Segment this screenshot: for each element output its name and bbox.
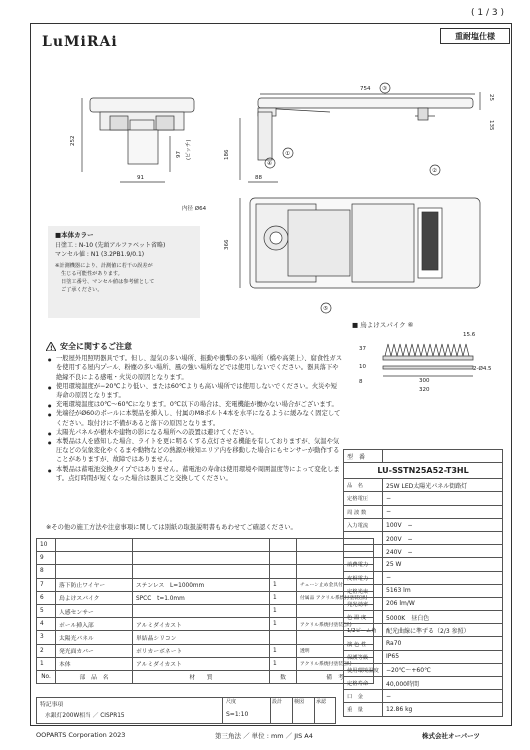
spec-key bbox=[344, 531, 383, 544]
svg-text:!: ! bbox=[50, 345, 53, 352]
dim-88: 88 bbox=[255, 175, 262, 181]
cell-no: 5 bbox=[37, 604, 56, 617]
dim-phi: 2-Ø4.5 bbox=[473, 366, 492, 372]
spec-value: − bbox=[383, 492, 503, 505]
special-value: 水銀灯200W相当 ／ CISPR15 bbox=[45, 713, 125, 719]
spec-row bbox=[344, 611, 503, 624]
cell-name: 落下防止ワイヤー bbox=[56, 578, 133, 591]
cell-name: 人感センサー bbox=[56, 604, 133, 617]
dim-186: 186 bbox=[224, 149, 230, 160]
spec-value: − bbox=[383, 571, 503, 584]
cell-no: 8 bbox=[37, 565, 56, 578]
header-note: 備 考 bbox=[297, 670, 374, 683]
spec-value: 12.86 kg bbox=[383, 703, 503, 716]
scale-cell bbox=[222, 697, 270, 724]
spec-row bbox=[344, 677, 503, 690]
cell-qty: 1 bbox=[270, 591, 297, 604]
special-label: 特記事項 bbox=[40, 702, 64, 708]
dim-300: 300 bbox=[419, 378, 430, 384]
scale-value: S=1:10 bbox=[226, 711, 249, 718]
cell-note: 透明 bbox=[297, 644, 374, 657]
spec-value: 100V − bbox=[383, 518, 503, 531]
spec-value: IP65 bbox=[383, 650, 503, 663]
spec-value: −20℃〜+60℃ bbox=[383, 663, 503, 676]
spec-row bbox=[344, 597, 503, 610]
cell-no: 2 bbox=[37, 644, 56, 657]
cell-mat: アルミダイカスト bbox=[133, 618, 270, 631]
spec-value: − bbox=[383, 690, 503, 703]
brand-logo: LuMiRAi bbox=[42, 34, 118, 50]
footer-method: 第三角法 ／ 単位 : mm ／ JIS A4 bbox=[215, 732, 313, 740]
color-note-4: ご了承ください。 bbox=[61, 286, 103, 293]
cell-name: ポール挿入部 bbox=[56, 618, 133, 631]
dim-366: 366 bbox=[224, 239, 230, 250]
spec-key: 皮相電力 bbox=[344, 571, 383, 584]
cell-mat bbox=[133, 552, 270, 565]
dim-97: 97 bbox=[176, 151, 182, 158]
table-header-row bbox=[37, 670, 374, 683]
footer-company-jp: 株式会社オーパーツ bbox=[422, 732, 480, 740]
cell-qty bbox=[270, 565, 297, 578]
cell-qty bbox=[270, 631, 297, 644]
dim-inner: 内径 Ø64 bbox=[182, 206, 207, 212]
table-row bbox=[37, 631, 374, 644]
spec-key: 周 波 数 bbox=[344, 505, 383, 518]
color-line-1: 日塗工 : N-10 (先頭アルファベット省略) bbox=[55, 241, 166, 249]
cell-no: 4 bbox=[37, 618, 56, 631]
dim-754: 754 bbox=[360, 86, 371, 92]
cell-qty bbox=[270, 539, 297, 552]
safety-title: 安全に関するご注意 bbox=[60, 342, 132, 351]
approval-cells bbox=[270, 697, 336, 724]
cell-note: アクリル系焼付塗装(黒) bbox=[297, 657, 374, 670]
header-mat: 材 質 bbox=[133, 670, 270, 683]
spec-row bbox=[344, 545, 503, 558]
dim-8: 8 bbox=[359, 379, 363, 385]
spec-row bbox=[344, 637, 503, 650]
spec-key: 定格寿命 bbox=[344, 677, 383, 690]
table-row bbox=[37, 552, 374, 565]
spec-key: 重 量 bbox=[344, 703, 383, 716]
cell-name: 太陽光パネル bbox=[56, 631, 133, 644]
color-line-2: マンセル値 : N1 (3.2PB1.9/0.1) bbox=[55, 251, 145, 258]
color-note-1: ※計測機器により、計測値に若干の誤差が bbox=[55, 262, 153, 269]
cell-name: 発光面カバー bbox=[56, 644, 133, 657]
cell-name: 本体 bbox=[56, 657, 133, 670]
spec-key: 定格光束 bbox=[344, 584, 383, 597]
table-row bbox=[37, 618, 374, 631]
spec-value: 25W LED太陽光パネル街路灯 bbox=[383, 479, 503, 492]
cell-qty bbox=[270, 552, 297, 565]
cell-name: 鳥よけスパイク bbox=[56, 591, 133, 604]
spec-type-label: 重耐塩仕様 bbox=[440, 28, 510, 44]
table-row bbox=[37, 604, 374, 617]
bird-spike-label: ■ 鳥よけスパイク ⑥ bbox=[352, 321, 414, 329]
footer-company-en: OOPARTS Corporation 2023 bbox=[36, 731, 126, 739]
safety-notes bbox=[46, 342, 342, 483]
warning-icon bbox=[46, 342, 56, 351]
spec-key: 口 金 bbox=[344, 690, 383, 703]
spec-row bbox=[344, 650, 503, 663]
spec-value: 25 W bbox=[383, 558, 503, 571]
dim-25: 25 bbox=[488, 94, 494, 101]
spec-value: 40,000時間 bbox=[383, 677, 503, 690]
spec-row bbox=[344, 663, 503, 676]
cell-qty: 1 bbox=[270, 618, 297, 631]
safety-item: ● 本製品は蓄電池交換タイプではありません。蓄電池の寿命は使用環境や周囲温度等によって変化します。点灯時間が短くなった場合は器具ごと交換してください。 bbox=[56, 465, 342, 483]
color-note-3: 日塗工番号、マンセル値は参考値として bbox=[61, 278, 155, 285]
spec-row bbox=[344, 690, 503, 703]
cell-note: チェーン止め金具付 bbox=[297, 578, 374, 591]
spec-value: 240V − bbox=[383, 545, 503, 558]
cell-no: 9 bbox=[37, 552, 56, 565]
cell-mat bbox=[133, 539, 270, 552]
cell-qty: 1 bbox=[270, 657, 297, 670]
spec-row bbox=[344, 531, 503, 544]
header-no: No. bbox=[37, 670, 56, 683]
spec-key: 使用環境温度 bbox=[344, 663, 383, 676]
cell-note: 付属品 アクリル系焼付塗装(黒) bbox=[297, 591, 374, 604]
callout-2: ② bbox=[432, 168, 437, 174]
dim-320: 320 bbox=[419, 387, 430, 393]
table-row bbox=[37, 657, 374, 670]
scale-label: 尺度 bbox=[226, 699, 237, 705]
spec-row bbox=[344, 492, 503, 505]
dim-15-6: 15.6 bbox=[463, 332, 476, 338]
callout-5: ⑤ bbox=[323, 306, 328, 312]
header-qty: 数 bbox=[270, 670, 297, 683]
safety-footnote: ※その他の施工方法や注意事項に関しては別紙の取扱説明書もあわせてご確認ください。 bbox=[46, 524, 297, 531]
spec-row bbox=[344, 624, 503, 637]
cell-no: 10 bbox=[37, 539, 56, 552]
model-number: LU-SSTN25A52-T3HL bbox=[344, 463, 503, 479]
check-label: 検図 bbox=[292, 697, 314, 724]
cell-mat bbox=[133, 604, 270, 617]
spec-value: − bbox=[383, 505, 503, 518]
cell-mat: ステンレス L=1000mm bbox=[133, 578, 270, 591]
spec-key: 1/2ビーム角 bbox=[344, 624, 383, 637]
dim-pitch: (ピッチ) bbox=[186, 139, 192, 160]
cell-qty: 1 bbox=[270, 604, 297, 617]
safety-item: ● 本製品は人を感知した場合、ライトを更に明るくする点灯させる機能を有しておりますが、気温や気圧などの気象変化やくるまや動物などの熱源が検知エリア内を移動した場合にもセンサーが動作することがありますが、故障ではありません。 bbox=[56, 437, 342, 465]
spec-key: 定格電圧 bbox=[344, 492, 383, 505]
color-info-box bbox=[48, 226, 200, 318]
model-label: 型 番 bbox=[344, 450, 383, 463]
spec-key: 発光効率 bbox=[344, 597, 383, 610]
safety-item: ● 充電環境温度は0℃〜60℃になります。0℃以下の場合は、充電機能が働かない場合がございます。 bbox=[56, 400, 342, 409]
safety-item: ● 太陽光パネルが樹木や建物の影になる場所への設置は避けてください。 bbox=[56, 428, 342, 437]
safety-item: ● 先端径がØ60のポールに本製品を挿入し、付属のM8ボルト4本を水平になるように緩みなく固定してください。取付けに不備があると落下の原因となります。 bbox=[56, 409, 342, 427]
header-name: 部 品 名 bbox=[56, 670, 133, 683]
cell-mat bbox=[133, 565, 270, 578]
spec-key: 入力電流 bbox=[344, 518, 383, 531]
cell-no: 7 bbox=[37, 578, 56, 591]
spec-value: 配光曲線に準ずる（2/3 参照） bbox=[383, 624, 503, 637]
dim-91: 91 bbox=[137, 175, 144, 181]
spec-key: 演 色 性 bbox=[344, 637, 383, 650]
cell-note: アクリル系焼付塗装(黒) bbox=[297, 618, 374, 631]
cell-qty: 1 bbox=[270, 644, 297, 657]
safety-item: ● 一般屋外用照明器具です。但し、湿気の多い場所、振動や衝撃の多い場所（橋や高架上）、腐食性ガスを使用する屋内プール、粉塵の多い場所、風の強い場所などでは使用しないでください。器具落下や絶縁不良による感電・火災の原因となります。 bbox=[56, 354, 342, 382]
cell-mat: 単結晶シリコン bbox=[133, 631, 270, 644]
cell-mat: SPCC t=1.0mm bbox=[133, 591, 270, 604]
spec-row bbox=[344, 584, 503, 597]
spec-row bbox=[344, 703, 503, 716]
cell-no: 3 bbox=[37, 631, 56, 644]
spec-value: 5163 lm bbox=[383, 584, 503, 597]
table-row bbox=[37, 565, 374, 578]
parts-table bbox=[36, 538, 374, 684]
spec-value: Ra70 bbox=[383, 637, 503, 650]
dim-10: 10 bbox=[359, 364, 366, 370]
table-row bbox=[37, 644, 374, 657]
cell-mat: ポリカーボネート bbox=[133, 644, 270, 657]
spec-row bbox=[344, 505, 503, 518]
cell-name bbox=[56, 552, 133, 565]
dim-37: 37 bbox=[359, 346, 366, 352]
table-row bbox=[37, 539, 374, 552]
spec-key: 色 温 度 bbox=[344, 611, 383, 624]
bird-spike-drawing bbox=[355, 328, 505, 393]
approve-label: 承認 bbox=[314, 697, 336, 724]
cell-no: 1 bbox=[37, 657, 56, 670]
cell-name bbox=[56, 565, 133, 578]
page-number: ( 1 / 3 ) bbox=[471, 8, 504, 18]
spec-key: 保護等級 bbox=[344, 650, 383, 663]
design-label: 設計 bbox=[270, 697, 292, 724]
color-info-title: ■本体カラー bbox=[55, 231, 94, 239]
spec-value: 206 lm/W bbox=[383, 597, 503, 610]
spec-key bbox=[344, 545, 383, 558]
cell-mat: アルミダイカスト bbox=[133, 657, 270, 670]
spec-value: 200V − bbox=[383, 531, 503, 544]
table-row bbox=[37, 578, 374, 591]
spec-key: 品 名 bbox=[344, 479, 383, 492]
dim-252: 252 bbox=[70, 135, 76, 146]
spec-table bbox=[343, 449, 503, 717]
spec-key: 消費電力 bbox=[344, 558, 383, 571]
spec-row bbox=[344, 571, 503, 584]
callout-1: ① bbox=[285, 151, 290, 157]
dim-135: 135 bbox=[488, 120, 494, 131]
cell-qty: 1 bbox=[270, 578, 297, 591]
spec-row bbox=[344, 558, 503, 571]
spec-value: 5000K 昼白色 bbox=[383, 611, 503, 624]
cell-no: 6 bbox=[37, 591, 56, 604]
callout-3: ③ bbox=[382, 86, 387, 92]
callout-4: ④ bbox=[267, 161, 272, 167]
spec-row bbox=[344, 479, 503, 492]
spec-row bbox=[344, 518, 503, 531]
safety-item: ● 使用環境温度が−20℃より低い、または60℃よりも高い場所では使用しないでください。火災や短寿命の原因となります。 bbox=[56, 382, 342, 400]
table-row bbox=[37, 591, 374, 604]
color-note-2: 生じる可能性があります。 bbox=[61, 270, 123, 277]
cell-name bbox=[56, 539, 133, 552]
